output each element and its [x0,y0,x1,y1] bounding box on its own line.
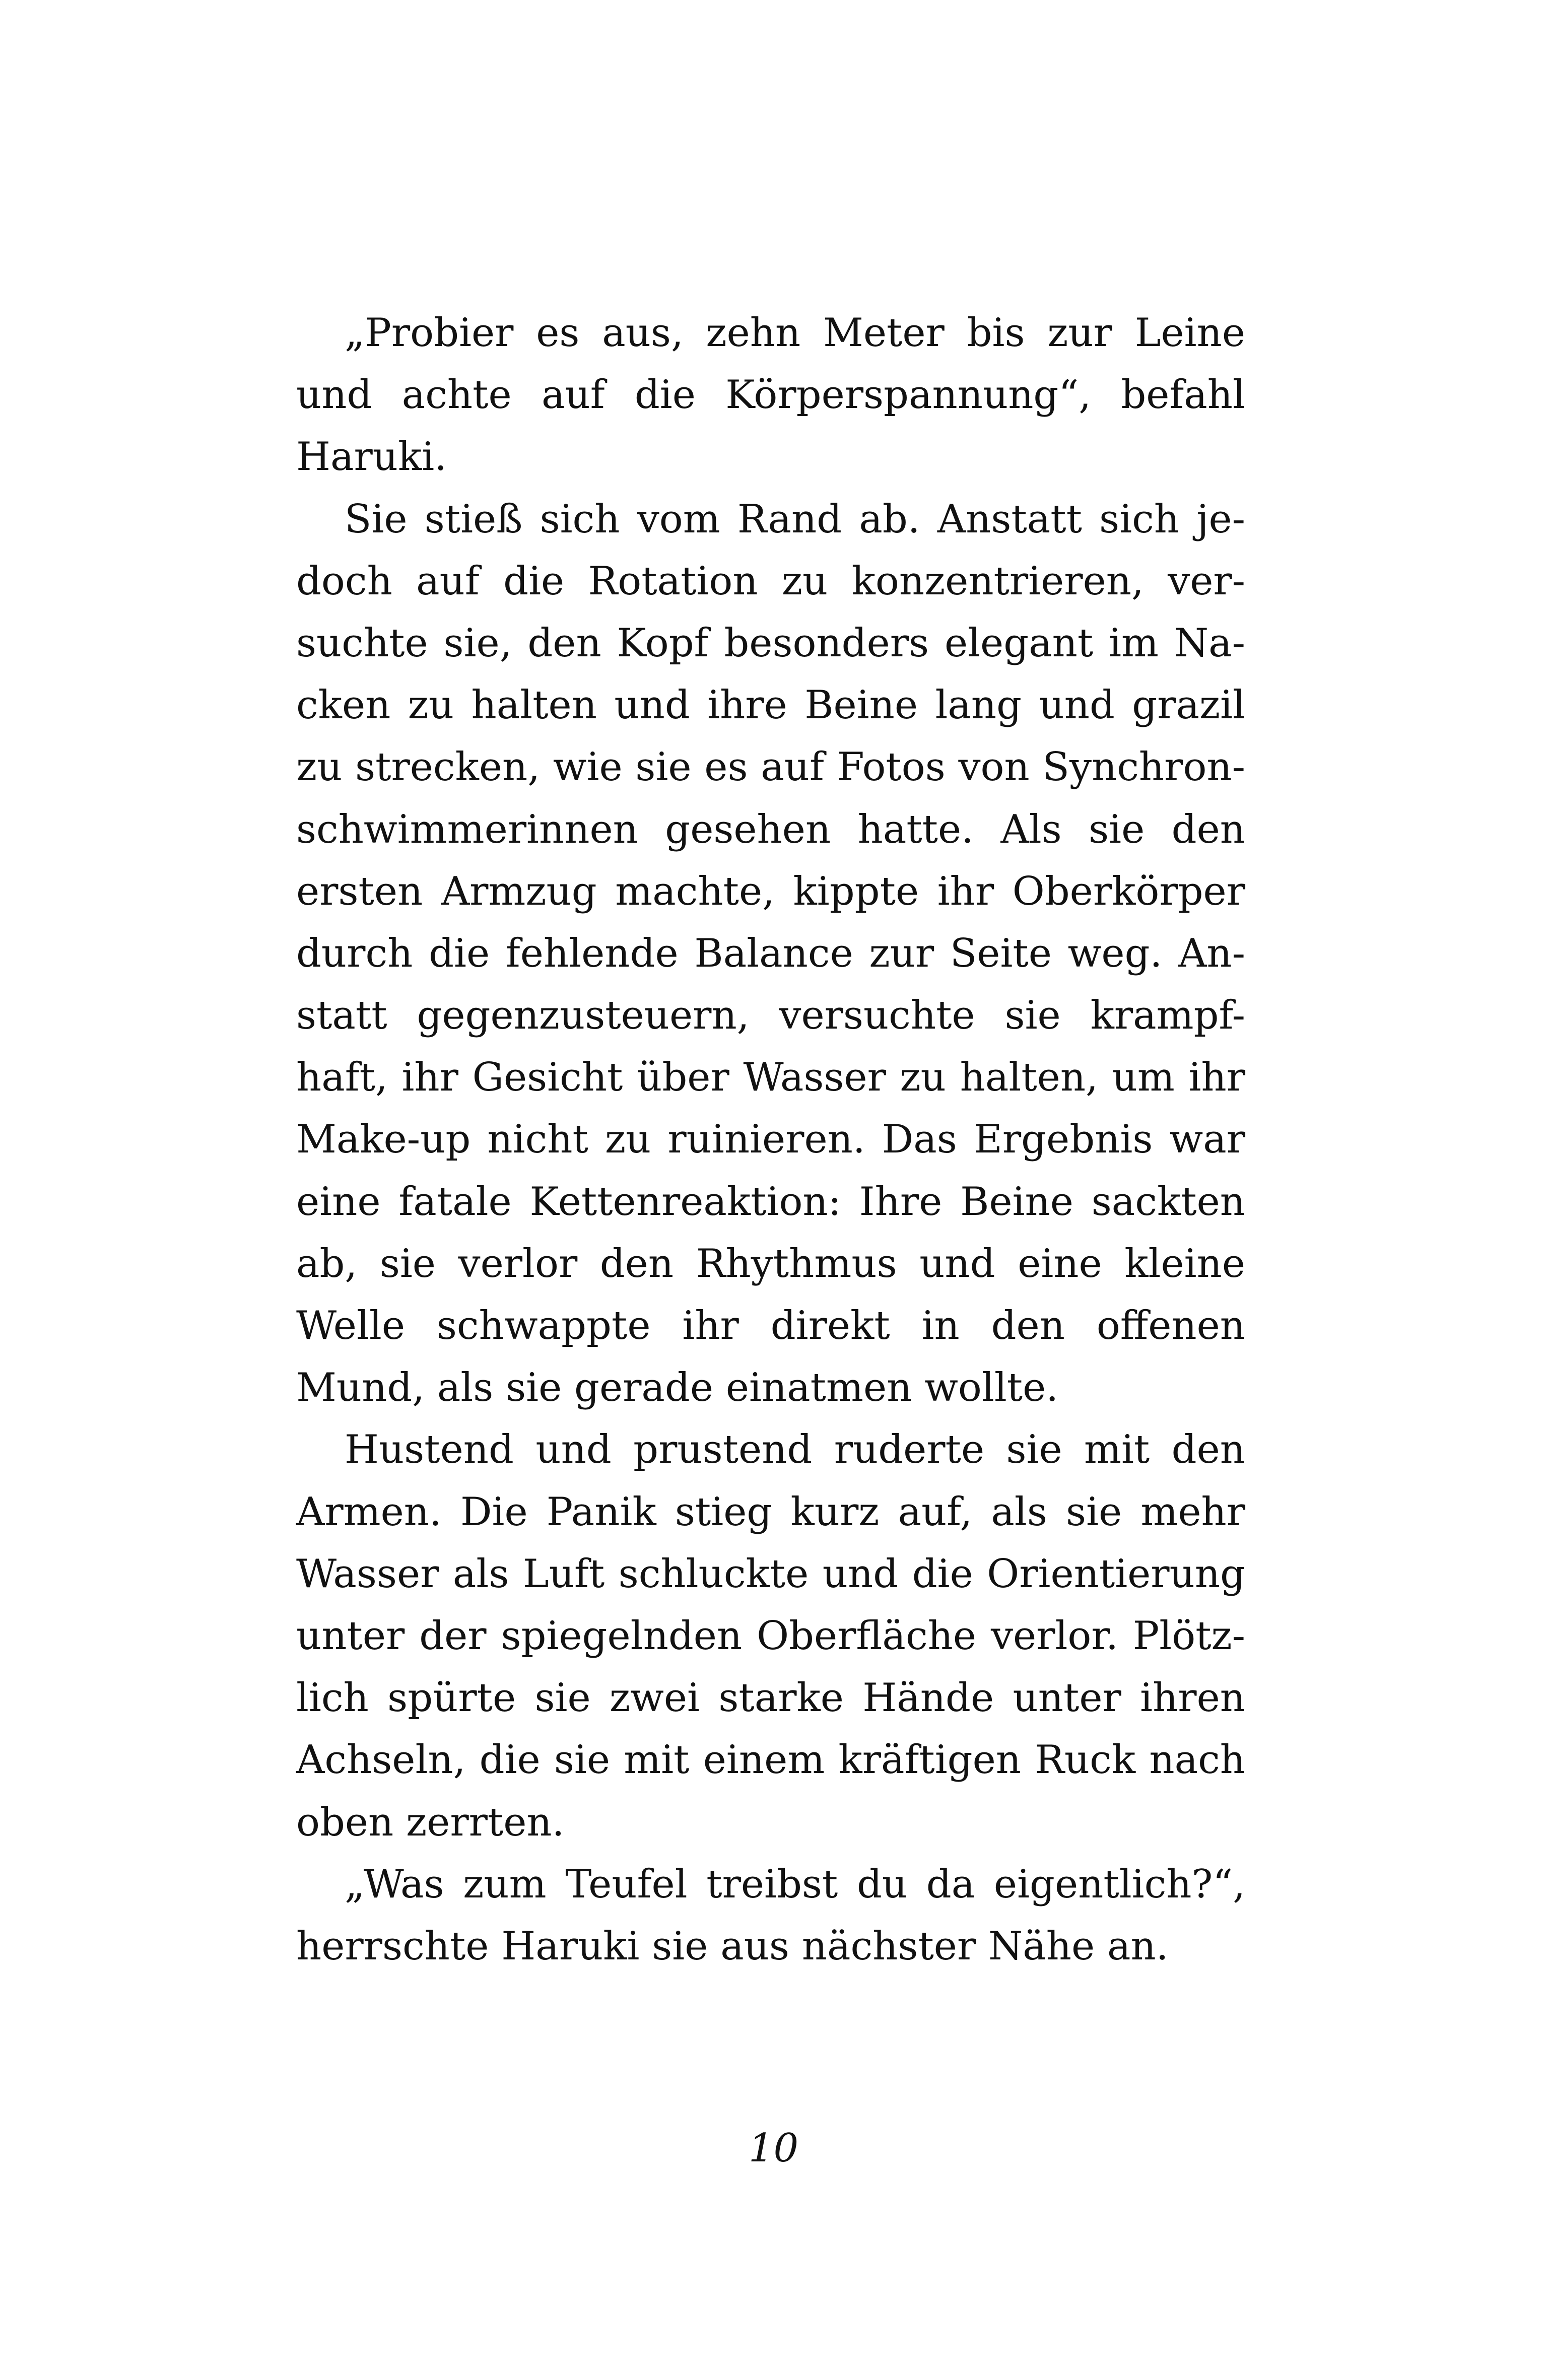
text-line: oben zerrten. [296,1799,565,1845]
paragraph [296,1854,1245,1978]
text-line: Welle schwappte ihr direkt in den offenen [296,1303,1245,1348]
text-line: schwimmerinnen gesehen hatte. Als sie den [296,806,1245,852]
body-text [296,302,1245,1978]
text-line: durch die fehlende Balance zur Seite weg. An- [296,930,1245,976]
text-line: „Probier es aus, zehn Meter bis zur Leine [345,310,1245,356]
text-line: haft, ihr Gesicht über Wasser zu halten, um ihr [296,1055,1245,1101]
text-line: Armen. Die Panik stieg kurz auf, als sie mehr [296,1489,1245,1535]
text-line: ersten Armzug machte, kippte ihr Oberkörper [296,868,1245,914]
text-line: cken zu halten und ihre Beine lang und grazil [296,683,1245,728]
text-line: Achseln, die sie mit einem kräftigen Ruck nach [296,1737,1245,1783]
text-line: Haruki. [296,434,447,480]
text-line: ab, sie verlor den Rhythmus und eine kleine [296,1241,1245,1286]
paragraph [296,1419,1245,1853]
paragraph [296,302,1245,489]
text-line: Sie stieß sich vom Rand ab. Anstatt sich je- [345,496,1245,542]
text-line: „Was zum Teufel treibst du da eigentlich?“, [345,1861,1245,1907]
text-line: statt gegenzusteuern, versuchte sie krampf- [296,993,1245,1039]
text-line: Wasser als Luft schluckte und die Orientierung [296,1551,1245,1597]
text-line: herrschte Haruki sie aus nächster Nähe an. [296,1923,1169,1969]
paragraph [296,489,1245,1419]
page-number: 10 [748,2126,799,2171]
text-line: Mund, als sie gerade einatmen wollte. [296,1365,1059,1411]
text-line: und achte auf die Körperspannung“, befahl [296,372,1245,418]
text-line: eine fatale Kettenreaktion: Ihre Beine sackten [296,1179,1245,1225]
text-line: Hustend und prustend ruderte sie mit den [345,1427,1245,1473]
text-line: Make-up nicht zu ruinieren. Das Ergebnis war [296,1117,1245,1163]
text-line: lich spürte sie zwei starke Hände unter ihren [296,1675,1245,1721]
text-line: doch auf die Rotation zu konzentrieren, ver- [296,558,1245,604]
text-line: zu strecken, wie sie es auf Fotos von Synchron- [296,744,1245,790]
text-line: unter der spiegelnden Oberfläche verlor. Plötz- [296,1613,1245,1659]
text-line: suchte sie, den Kopf besonders elegant im Na- [296,620,1245,666]
